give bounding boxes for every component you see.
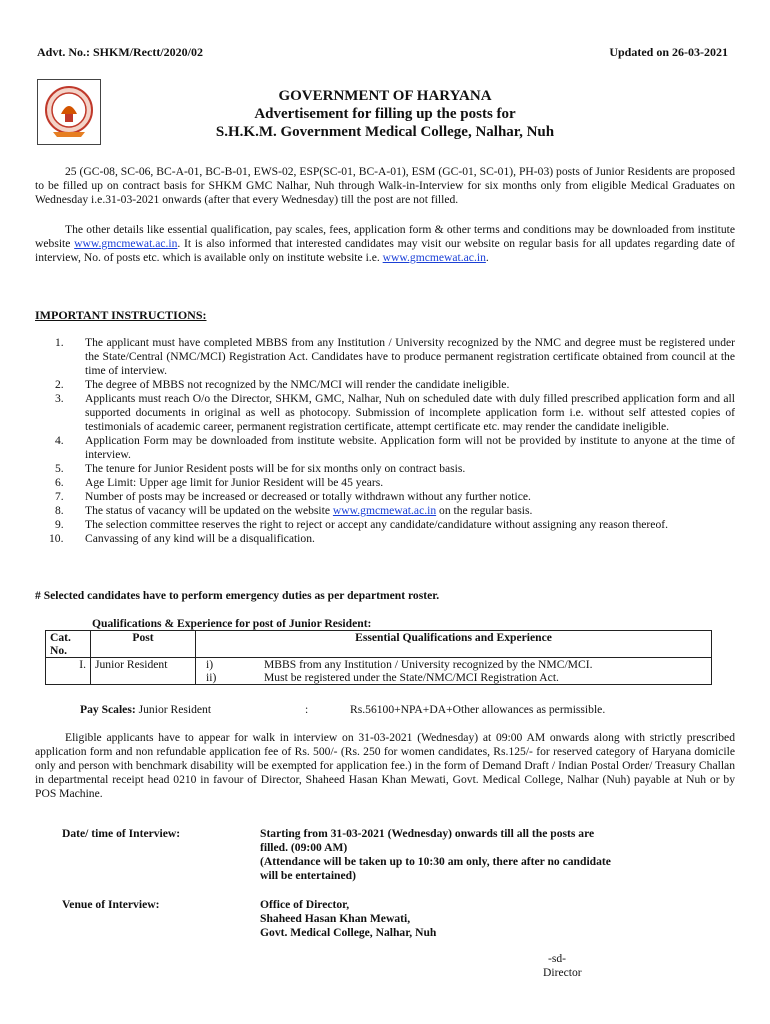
instruction-item: [35, 532, 735, 546]
table-header-row: [46, 631, 712, 658]
instruction-item: [35, 336, 735, 378]
intro-text-b: . It is also informed that interested candidates may visit our website on regular basis for all updates regarding date of interview, No. of posts etc. which is available only on institute website i.e.: [35, 237, 735, 264]
pay-label: Pay Scales:: [80, 703, 136, 716]
interview-date-line: filled. (09:00 AM): [260, 841, 348, 854]
instruction-number: 7.: [55, 490, 64, 503]
instruction-item: [35, 518, 735, 532]
website-link-2[interactable]: www.gmcmewat.ac.in: [382, 251, 486, 264]
instruction-item: [35, 462, 735, 476]
instruction-item: [35, 476, 735, 490]
advt-number: Advt. No.: SHKM/Rectt/2020/02: [37, 45, 203, 59]
instruction-item: [35, 378, 735, 392]
interview-date-line: Starting from 31-03-2021 (Wednesday) onwards till all the posts are: [260, 827, 595, 840]
pay-post: Junior Resident: [138, 703, 212, 716]
instruction-item: [35, 434, 735, 462]
instruction-text: The tenure for Junior Resident posts will be for six months only on contract basis.: [85, 462, 466, 475]
signature-role: Director: [543, 966, 582, 979]
website-link-3[interactable]: www.gmcmewat.ac.in: [332, 504, 437, 517]
intro-paragraph-1: 25 (GC-08, SC-06, BC-A-01, BC-B-01, EWS-02, ESP(SC-01, BC-A-01), ESM (GC-01, SC-01), PH-03) posts of Junior Residents are proposed to be filled up on contract basis for SHKM GMC Nalhar, Nuh through Walk-in-Interview for six months only from eligible Medical Graduates on Wednesday i.e.31-03-2021 onwards (after that every Wednesday) till the post are not filled.: [35, 165, 735, 206]
instruction-number: 4.: [55, 434, 64, 447]
instruction-number: 8.: [55, 504, 64, 517]
eligibility-paragraph: Eligible applicants have to appear for walk in interview on 31-03-2021 (Wednesday) at 09:00 AM onwards along with strictly prescribed application form and non refundable application fee of Rs. 500/- (Rs. 250 for women candidates, Rs.125/- for reserved category of Haryana domicile only and person with benchmark disability will be exempted for application fee.) in the form of Demand Draft / Indian Postal Order/ Treasury Challan in departmental receipt head 0210 in favour of Director, Shaheed Hasan Khan Mewati, Govt. Medical College, Nalhar (Nuh) payable at Nuh or by POS Machine.: [35, 731, 735, 800]
instruction-number: 5.: [55, 462, 64, 475]
venue-label: Venue of Interview:: [62, 898, 160, 911]
pay-value: Rs.56100+NPA+DA+Other allowances as permissible.: [350, 703, 606, 716]
instruction-number: 1.: [55, 336, 64, 349]
qualification-number: i): [206, 658, 214, 671]
instruction-number: 2.: [55, 378, 64, 391]
selected-candidates-note: # Selected candidates have to perform emergency duties as per department roster.: [35, 589, 440, 602]
instruction-text: The degree of MBBS not recognized by the NMC/MCI will render the candidate ineligible.: [85, 378, 510, 391]
venue-value: [260, 898, 436, 940]
title-advertisement: Advertisement for filling up the posts for: [254, 106, 516, 122]
title-government: GOVERNMENT OF HARYANA: [278, 88, 492, 104]
updated-date: Updated on 26-03-2021: [609, 45, 728, 59]
cell-post: Junior Resident: [91, 658, 196, 685]
venue-line: Govt. Medical College, Nalhar, Nuh: [260, 926, 437, 939]
instruction-text: The applicant must have completed MBBS from any Institution / University recognized by the NMC and degree must be registered under the State/Central (NMC/MCI) Registration Act. Candidates have to produce permanent registration certificate obtained from council at the time of interview.: [85, 336, 735, 377]
col-qualifications: Essential Qualifications and Experience: [196, 631, 712, 658]
instruction-number: 6.: [55, 476, 64, 489]
interview-date-line: (Attendance will be taken up to 10:30 am only, there after no candidate: [260, 855, 611, 868]
qualifications-table: [45, 630, 712, 685]
instruction-text: Canvassing of any kind will be a disqualification.: [85, 532, 315, 545]
pay-scales: [80, 703, 211, 716]
venue-line: Office of Director,: [260, 898, 350, 911]
table-row: [46, 658, 712, 685]
instructions-heading: IMPORTANT INSTRUCTIONS:: [35, 308, 207, 322]
signature-sd: -sd-: [548, 952, 567, 965]
qualifications-heading: Qualifications & Experience for post of Junior Resident:: [92, 617, 372, 630]
col-cat-no: Cat. No.: [46, 631, 91, 658]
instruction-text: Number of posts may be increased or decreased or totally withdrawn without any further notice.: [85, 490, 531, 503]
website-link-1[interactable]: www.gmcmewat.ac.in: [74, 237, 178, 250]
cell-qualifications: [196, 658, 712, 685]
instruction-number: 9.: [55, 518, 64, 531]
instruction-item: [35, 504, 735, 518]
instruction-number: 3.: [55, 392, 64, 405]
col-post: Post: [91, 631, 196, 658]
instruction-text: Age Limit: Upper age limit for Junior Resident will be 45 years.: [85, 476, 384, 489]
instruction-text: The selection committee reserves the right to reject or accept any candidate/candidature without assigning any reason thereof.: [85, 518, 668, 531]
intro-text-a: The other details like essential qualification, pay scales, fees, application form & other terms and conditions may be downloaded from institute website: [35, 223, 735, 250]
interview-date-line: will be entertained): [260, 869, 356, 882]
qualification-number: ii): [206, 671, 217, 684]
instructions-list: [35, 336, 735, 546]
instruction-item: [35, 392, 735, 434]
instruction-item: [35, 490, 735, 504]
qualification-text: MBBS from any Institution / University recognized by the NMC/MCI.: [264, 658, 593, 671]
intro-text-c: .: [485, 251, 489, 264]
title-college: S.H.K.M. Government Medical College, Nalhar, Nuh: [215, 124, 555, 140]
interview-date-label: Date/ time of Interview:: [62, 827, 181, 840]
pay-colon: :: [305, 703, 309, 716]
qualification-text: Must be registered under the State/NMC/MCI Registration Act.: [264, 671, 559, 684]
venue-line: Shaheed Hasan Khan Mewati,: [260, 912, 411, 925]
interview-date-value: [260, 827, 730, 883]
instruction-text: Applicants must reach O/o the Director, SHKM, GMC, Nalhar, Nuh on scheduled date with duly filled prescribed application form and all supported documents in original as well as photocopy. Submission of incomplete application form i.e. without self attested copies of testimonials of academic career, permanent registration certificate, attempt certificate etc. may render the candidate ineligible.: [85, 392, 735, 433]
qualification-item: [196, 671, 711, 684]
intro-paragraph-2: [35, 223, 735, 265]
cell-cat: I.: [46, 658, 91, 685]
instruction-text: Application Form may be downloaded from institute website. Application form will not be provided by institute to anyone at the time of interview.: [85, 434, 735, 461]
instruction-text-b: on the regular basis.: [436, 504, 533, 517]
instruction-text-a: The status of vacancy will be updated on the website: [85, 504, 333, 517]
instruction-number: 10.: [49, 532, 64, 545]
qualification-item: [196, 658, 711, 671]
